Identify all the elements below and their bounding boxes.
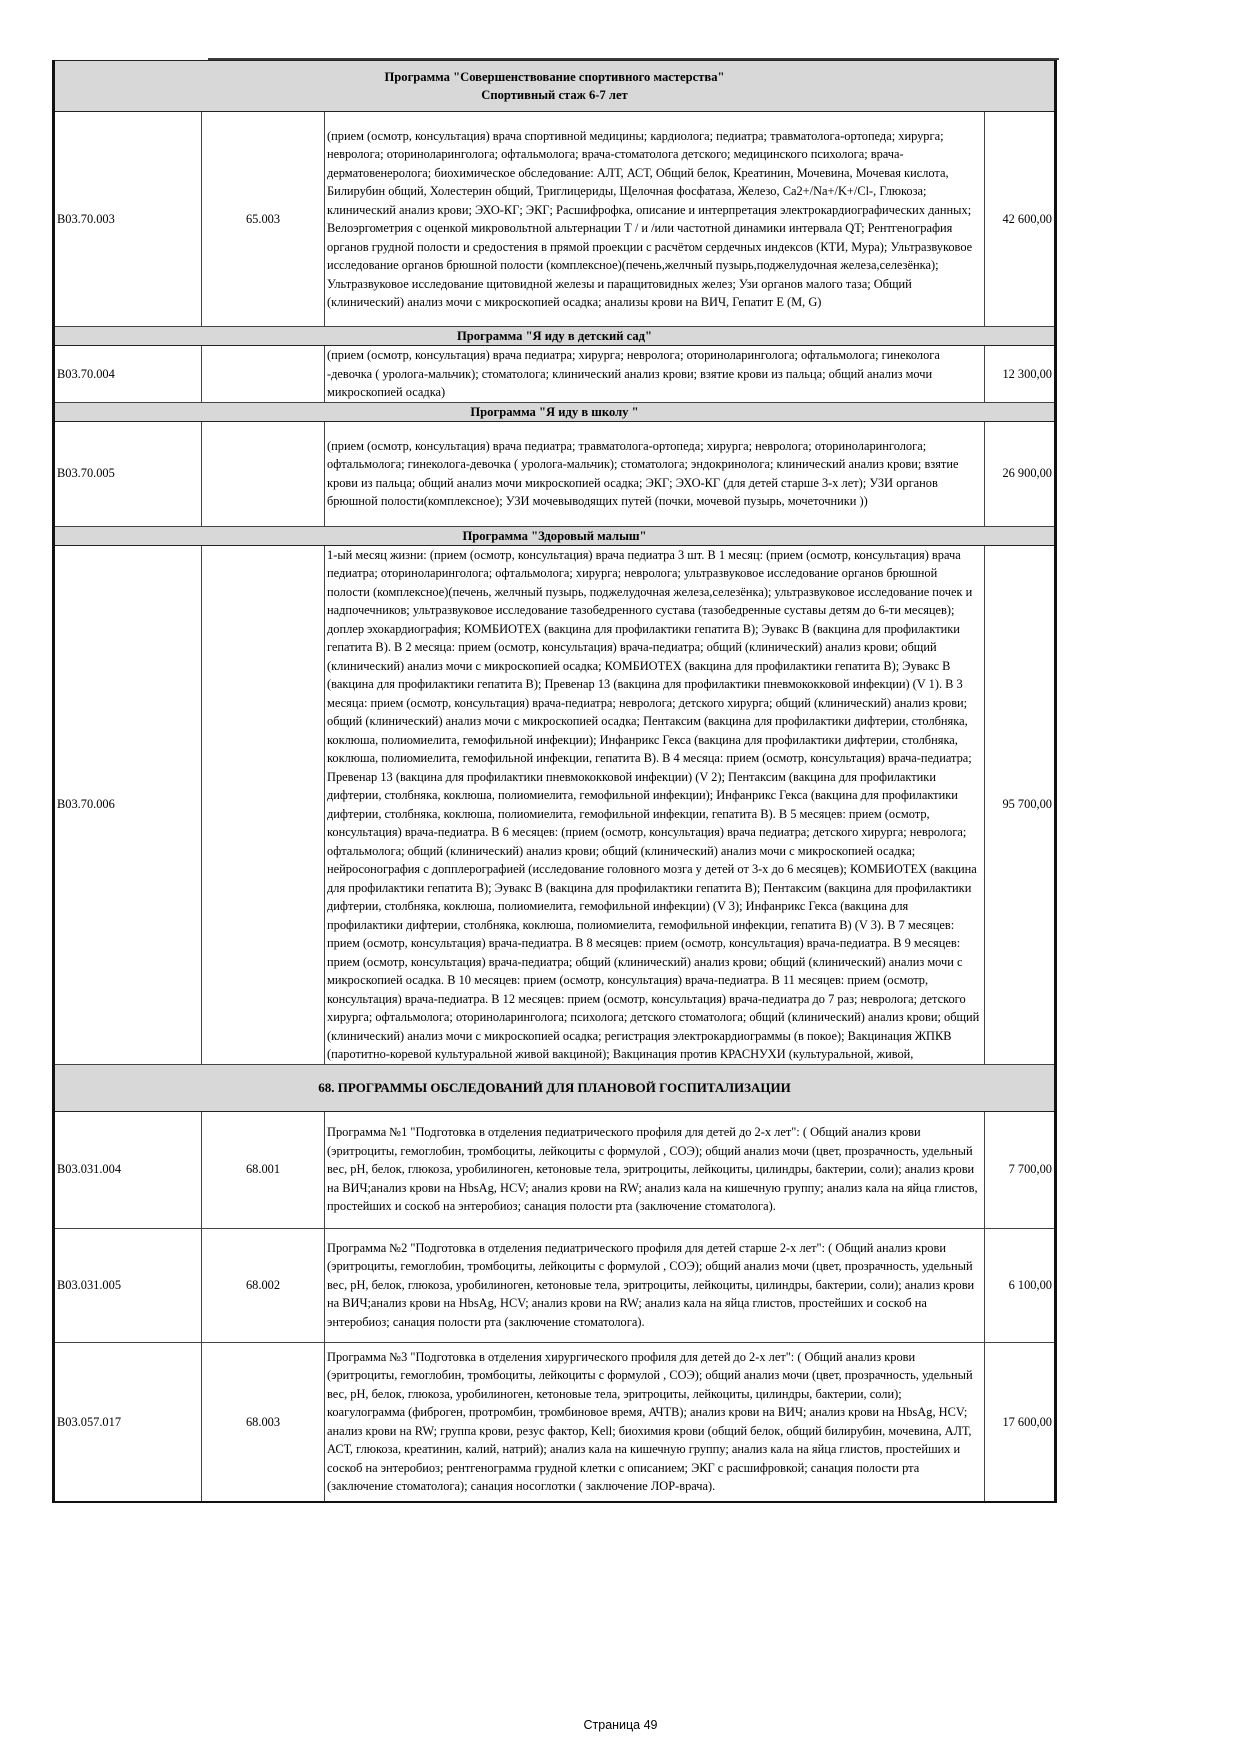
service-description: Программа №3 "Подготовка в отделения хирургического профиля для детей до 2-х лет": ( Общий анализ крови (эритроциты, гемоглобин, тромбоциты, лейкоциты с формулой , СОЭ); общий анализ мочи (цвет, прозрачность, удельный вес, pH, белок, глюкоза, уробилиноген, кетоновые тела, эритроциты, лейкоциты, цилиндры, бактерии, соли); коагулограмма (фиброген, протромбин, тромбиновое время, АЧТВ); анализ крови на ВИЧ; анализ крови на HbsAg, HCV; анализ крови на RW; группа крови, резус фактор, Kell; биохимия крови (общий белок, общий билирубин, мочевина, АЛТ, АСТ, глюкоза, креатинин, калий, натрий); анализ кала на кишечную группу; анализ кала на яйца глистов, простейших и соскоб на энтеробиоз; рентгенограмма грудной клетки с описанием; ЭКГ с расшифровкой; санация полости рта (заключение стоматолога); санация носоглотки ( заключение ЛОР-врача). <box>325 1342 985 1502</box>
section-header-sport <box>54 61 1056 112</box>
service-description: (прием (осмотр, консультация) врача спортивной медицины; кардиолога; педиатра; травматолога-ортопеда; хирурга; невролога; оториноларинголога; офтальмолога; врача-стоматолога детского; медицинского психолога; врача-дерматовенеролога; биохимическое обследование: АЛТ, АСТ, Общий белок, Креатинин, Мочевина, Мочевая кислота, Билирубин общий, Холестерин общий, Триглицериды, Щелочная фосфатаза, Железо, Ca2+/Na+/K+/Cl-, Глюкоза; клинический анализ крови; ЭХО-КГ; ЭКГ; Расшифрофка, описание и интерпретация электрокардиографических данных; Велоэргометрия с оценкой микровольтной альтернации Т / и /или частотной динамики интервала QT; Рентгенография органов грудной полости и средостения в прямой проекции с расчётом сердечных индексов (КТИ, Мура); Ультразвуковое исследование органов брюшной полости (комплексное)(печень,желчный пузырь,поджелудочная железа,селезёнка); Ультразвуковое исследование щитовидной железы и паращитовидных желез; Узи органов малого таза; Общий (клинический) анализ мочи с микроскопией осадка; анализы крови на ВИЧ, Гепатит Е (M, G) <box>325 112 985 327</box>
table-row <box>54 112 1056 327</box>
service-code: В03.70.005 <box>54 421 202 526</box>
service-price: 7 700,00 <box>985 1111 1056 1228</box>
section-header-school <box>54 402 1056 421</box>
table-row <box>54 421 1056 526</box>
service-description: (прием (осмотр, консультация) врача педиатра; травматолога-ортопеда; хирурга; невролога; оториноларинголога; офтальмолога; гинеколога-девочка ( уролога-мальчик); стоматолога; эндокринолога; клинический анализ крови; взятие крови из пальца; общий анализ мочи микроскопией осадка; ЭКГ; ЭХО-КГ (для детей старше 3-х лет); УЗИ органов брюшной полости(комплексное); УЗИ мочевыводящих путей (почки, мочевой пузырь, мочеточники )) <box>325 421 985 526</box>
service-code: В03.70.004 <box>54 346 202 403</box>
service-price: 26 900,00 <box>985 421 1056 526</box>
item-number <box>202 346 325 403</box>
section-header-hospital <box>54 1064 1056 1111</box>
service-description: Программа №2 "Подготовка в отделения педиатрического профиля для детей старше 2-х лет": ( Общий анализ крови (эритроциты, гемоглобин, тромбоциты, лейкоциты с формулой , СОЭ); общий анализ мочи (цвет, прозрачность, удельный вес, pH, белок, глюкоза, уробилиноген, кетоновые тела, эритроциты, лейкоциты, цилиндры, бактерии, соли); анализ крови на ВИЧ;анализ крови на HbsAg, HCV; анализ крови на RW; анализ кала на яйца глистов, простейших и соскоб на энтеробиоз; санация полости рта (заключение стоматолога). <box>325 1228 985 1342</box>
item-number: 65.003 <box>202 112 325 327</box>
service-code: В03.70.006 <box>54 545 202 1064</box>
service-code: В03.031.005 <box>54 1228 202 1342</box>
service-description <box>325 545 985 1064</box>
item-number <box>202 545 325 1064</box>
section-title: Программа "Здоровый малыш" <box>54 526 1056 545</box>
section-title: 68. ПРОГРАММЫ ОБСЛЕДОВАНИЙ ДЛЯ ПЛАНОВОЙ ГОСПИТАЛИЗАЦИИ <box>54 1064 1056 1111</box>
table-row <box>54 346 1056 403</box>
item-number: 68.001 <box>202 1111 325 1228</box>
section-header-kindergarten <box>54 327 1056 346</box>
section-title: Программа "Я иду в школу " <box>54 402 1056 421</box>
service-price: 42 600,00 <box>985 112 1056 327</box>
table-row <box>54 1228 1056 1342</box>
service-description-text: 1-ый месяц жизни: (прием (осмотр, консультация) врача педиатра 3 шт. В 1 месяц: (прием (осмотр, консультация) врача педиатра; оториноларинголога; офтальмолога; хирурга; невролога; ультразвуковое исследование органов брюшной полости (комплексное)(печень, желчный пузырь, поджелудочная железа,селезёнка); ультразвуковое исследование почек и надпочечников; ультразвуковое исследование тазобедренного сустава (тазобедренные суставы детям до 6-ти месяцев); доплер эхокардиография; КОМБИОТЕХ (вакцина для профилактики гепатита В); Эувакс В (вакцина для профилактики гепатита В). В 2 месяца: прием (осмотр, консультация) врача-педиатра; общий (клинический) анализ крови; общий (клинический) анализ мочи с микроскопией осадка; КОМБИОТЕХ (вакцина для профилактики гепатита В); Эувакс В (вакцина для профилактики гепатита В); Превенар 13 (вакцина для профилактики пневмококковой инфекции) (V 1). В 3 месяца: прием (осмотр, консультация) врача-педиатра; невролога; детского хирурга; общий (клинический) анализ крови; общий (клинический) анализ мочи с микроскопией осадка; Пентаксим (вакцина для профилактики дифтерии, столбняка, коклюша, полиомиелита, гемофильной инфекции); Инфанрикс Гекса (вакцина для профилактики дифтерии, столбняка, коклюша, полиомиелита, гемофильной инфекции, гепатита В). В 4 месяца: прием (осмотр, консультация) врача-педиатра; Превенар 13 (вакцина для профилактики пневмококковой инфекции) (V 2); Пентаксим (вакцина для профилактики дифтерии, столбняка, коклюша, полиомиелита, гемофильной инфекции); Инфанрикс Гекса (вакцина для профилактики дифтерии, столбняка, коклюша, полиомиелита, гемофильной инфекции, гепатита В). В 5 месяцев: прием (осмотр, консультация) врача-педиатра. В 6 месяцев: (прием (осмотр, консультация) врача педиатра; детского хирурга; невролога; офтальмолога; общий (клинический) анализ крови; общий (клинический) анализ мочи с микроскопией осадка; нейросонография с допплерографией (исследование головного мозга у детей от 3-х до 6 месяцев); КОМБИОТЕХ (вакцина для профилактики гепатита В); Эувакс В (вакцина для профилактики гепатита В); Пентаксим (вакцина для профилактики дифтерии, столбняка, коклюша, полиомиелита, гемофильной инфекции) (V 3); Инфанрикс Гекса (вакцина для профилактики дифтерии, столбняка, коклюша, полиомиелита, гемофильной инфекции, гепатита В) (V 3). В 7 месяцев: прием (осмотр, консультация) врача-педиатра. В 8 месяцев: прием (осмотр, консультация) врача-педиатра. В 9 месяцев: прием (осмотр, консультация) врача-педиатра; общий (клинический) анализ крови; общий (клинический) анализ мочи с микроскопией осадка. В 10 месяцев: прием (осмотр, консультация) врача-педиатра. В 11 месяцев: прием (осмотр, консультация) врача-педиатра. В 12 месяцев: прием (осмотр, консультация) врача-педиатра до 7 раз; невролога; детского хирурга; офтальмолога; оториноларинголога; психолога; детского стоматолога; общий (клинический) анализ крови; общий (клинический) анализ мочи с микроскопией осадка; регистрация электрокардиограммы (в покое); Вакцинация ЖПКВ (паротитно-коревой культуральной живой вакциной); Вакцинация против КРАСНУХИ (культуральной, живой, <box>327 547 980 1061</box>
item-number: 68.003 <box>202 1342 325 1502</box>
service-price: 12 300,00 <box>985 346 1056 403</box>
table-row <box>54 1342 1056 1502</box>
service-price: 17 600,00 <box>985 1342 1056 1502</box>
section-title <box>54 61 1056 112</box>
service-price: 6 100,00 <box>985 1228 1056 1342</box>
table-row <box>54 1111 1056 1228</box>
section-title-line1: Программа "Совершенствование спортивного мастерства" <box>384 70 725 84</box>
service-description: Программа №1 "Подготовка в отделения педиатрического профиля для детей до 2-х лет": ( Общий анализ крови (эритроциты, гемоглобин, тромбоциты, лейкоциты с формулой , СОЭ); общий анализ мочи (цвет, прозрачность, удельный вес, pH, белок, глюкоза, уробилиноген, кетоновые тела, эритроциты, лейкоциты, цилиндры, бактерии, соли); анализ крови на ВИЧ;анализ крови на HbsAg, HCV; анализ крови на RW; анализ кала на кишечную группу; анализ кала на яйца глистов, простейших и соскоб на энтеробиоз; санация полости рта (заключение стоматолога). <box>325 1111 985 1228</box>
item-number: 68.002 <box>202 1228 325 1342</box>
service-code: В03.031.004 <box>54 1111 202 1228</box>
section-title: Программа "Я иду в детский сад" <box>54 327 1056 346</box>
section-header-baby <box>54 526 1056 545</box>
service-description: (прием (осмотр, консультация) врача педиатра; хирурга; невролога; оториноларинголога; офтальмолога; гинеколога -девочка ( уролога-мальчик); стоматолога; клинический анализ крови; взятие крови из пальца; общий анализ мочи микроскопией осадка) <box>325 346 985 403</box>
service-price: 95 700,00 <box>985 545 1056 1064</box>
price-table <box>52 60 1057 1503</box>
service-code: В03.70.003 <box>54 112 202 327</box>
page-number: Страница 49 <box>583 1718 658 1732</box>
service-code: В03.057.017 <box>54 1342 202 1502</box>
section-title-line2: Спортивный стаж 6-7 лет <box>481 88 628 102</box>
table-row <box>54 545 1056 1064</box>
item-number <box>202 421 325 526</box>
